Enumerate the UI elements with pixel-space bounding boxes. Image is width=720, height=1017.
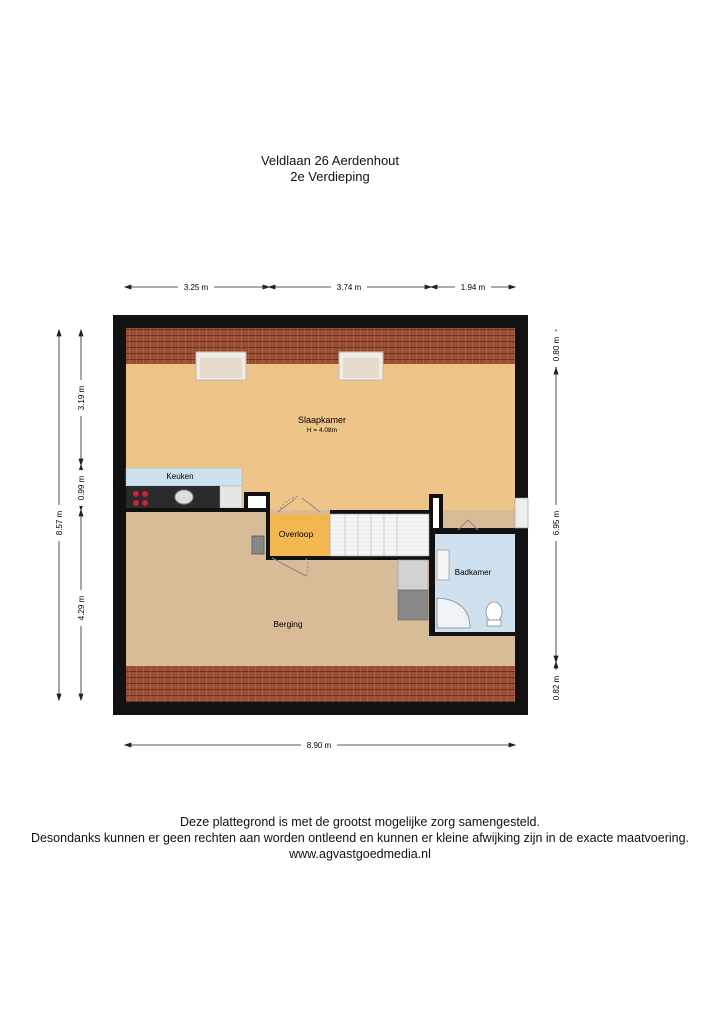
dim-bottom: 8.90 m (306, 741, 332, 750)
bath-sink-icon (437, 550, 449, 580)
dim-left-3: 4.29 m (77, 595, 86, 621)
window-right (515, 498, 528, 528)
slaapkamer-label: Slaapkamer (297, 415, 347, 425)
dim-right-mid: 6.95 m (552, 510, 561, 536)
dim-left-1: 3.19 m (77, 385, 86, 411)
berging-label: Berging (273, 619, 303, 629)
dim-top-2: 3.74 m (336, 283, 362, 292)
disclaimer-line-2: Desondanks kunnen er geen rechten aan worden ontleend en kunnen er kleine afwijking zijn in de exacte maatvoering. (30, 831, 690, 845)
dim-right-bottom: 0.82 m (552, 675, 561, 701)
dim-top-3: 1.94 m (460, 283, 486, 292)
disclaimer-line-1: Deze plattegrond is met de grootst mogelijke zorg samengesteld. (180, 815, 540, 829)
keuken-label: Keuken (166, 472, 194, 481)
cabinet-lower (398, 590, 428, 620)
dim-top-1: 3.25 m (183, 283, 209, 292)
overloop-label: Overloop (278, 529, 314, 539)
roof-tiles-bottom (126, 666, 515, 702)
dim-left-2: 0.99 m (77, 475, 86, 501)
roof-tiles-top (126, 328, 515, 364)
dim-left-outer: 8.57 m (55, 510, 64, 536)
address-title: Veldlaan 26 Aerdenhout (260, 153, 400, 168)
sink-icon (175, 490, 193, 504)
cabinet-upper (398, 560, 428, 590)
dim-right-top: 0.80 m (552, 336, 561, 362)
slaapkamer-height-label: H = 4.08m (306, 427, 338, 434)
keuken-worktop (126, 486, 220, 508)
heater-icon (252, 536, 264, 554)
toilet-icon (486, 602, 502, 622)
floor-title: 2e Verdieping (290, 169, 370, 184)
badkamer-label: Badkamer (454, 568, 492, 577)
website-link[interactable]: www.agvastgoedmedia.nl (289, 847, 431, 861)
